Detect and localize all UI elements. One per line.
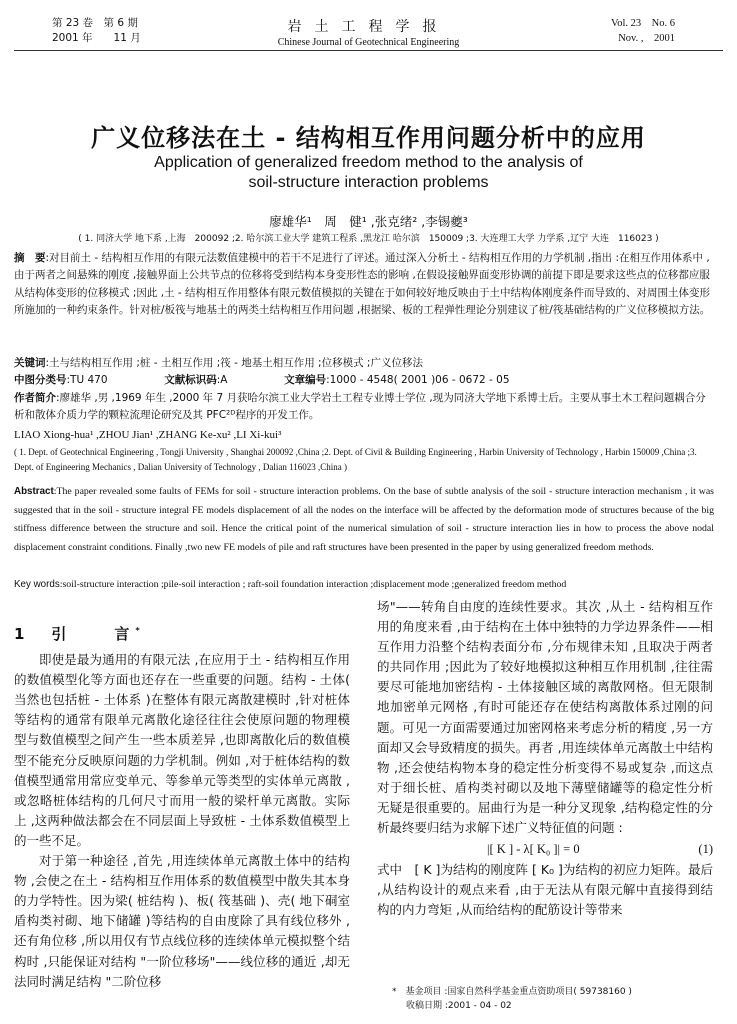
affiliations-en: ( 1. Dept. of Geotechnical Engineering , Tongji University , Shanghai 200092 ,China ;2. Dept. of Civil & Building Engineering , Harbin University of Technology , Harbin 150009 ,China ;3. Dept. of Engineering Mechanics , Dalian University of Technology , Dalian 116023 ,China ): [14, 447, 697, 472]
article-no-label: 文章编号: [284, 374, 327, 387]
classification-line: [14, 372, 714, 389]
authors-cn: 廖雄华¹ 周 健¹ ,张克绪² ,李锡夔³: [269, 214, 468, 229]
volume-cn: 第 23 卷 第 6 期: [52, 17, 138, 29]
paragraph: 对于第一种途径 ,首先 ,用连续体单元离散土体中的结构物 ,会使之在土 - 结构相互作用体系的数值模型中散失其本身的力学特性。因为梁( 桩结构 )、板( 筏基础 )、壳( 地下硐室盾构类衬砌、地下储罐 )等结构的自由度除了具有线位移外 ,还有角位移 ,所以用仅有节点线位移的连续体单元模拟整个结构时 ,只能保证对结构 "一阶位移场"——线位移的通近 ,却无法同时满足结构 "二阶位移: [14, 853, 350, 989]
equation-number: (1): [698, 842, 713, 857]
footnote: [392, 985, 632, 1013]
authors-en: LIAO Xiong-hua¹ ,ZHOU Jian¹ ,ZHANG Ke-xu² ,LI Xi-kui³: [14, 429, 282, 441]
header-right: [611, 16, 675, 46]
volume-en: Vol. 23 No. 6: [611, 18, 675, 29]
abstract-en: [14, 483, 714, 557]
keywords-cn-label: 关键词: [14, 357, 46, 369]
clc-label: 中图分类号: [14, 374, 67, 387]
paper-title-en: [0, 153, 737, 193]
paper-title-en-line1: Application of generalized freedom method to the analysis of: [154, 154, 583, 171]
header-rule: [14, 50, 723, 51]
footnote-received: 收稿日期 :2001 - 04 - 02: [406, 1001, 512, 1011]
keywords-en-label: Key words: [14, 579, 60, 590]
keywords-cn-text: :土与结构相互作用 ;桩 - 土相互作用 ;筏 - 地基土相互作用 ;位移模式 ;广义位移法: [45, 357, 423, 369]
abstract-cn: [14, 250, 714, 319]
section-mark: *: [135, 626, 140, 635]
keywords-en-text: :soil-structure interaction ;pile-soil interaction ; raft-soil foundation interaction ;displacement mode ;generalized freedom method: [59, 579, 567, 590]
abstract-en-text: :The paper revealed some faults of FEMs for soil - structure interaction problems. On the base of subtle analysis of the soil - structure interaction mechanism , it was suggested that in the soil - structure integral FE models displacement of all the nodes on the interface will be affected by the deformation mode of structures because of the big stiffness difference between the structure and soil. Hence the critical point of the numerical simulation of soil - structure interaction lies in how to process the above nodal displacement constraint conditions. Finally ,two new FE models of pile and raft structures have been presented in the paper by using generalized freedom methods.: [14, 486, 714, 553]
running-header: [0, 14, 737, 50]
body-column-left: [14, 597, 350, 992]
equation-text: |[ K ] - λ[ K₀ ]| = 0: [487, 842, 580, 857]
paragraph: 式中 [ K ]为结构的刚度阵 [ K₀ ]为结构的初应力矩阵。最后 ,从结构设计的观点来看 ,由于无法从有限元解中直接得到结构的内力弯矩 ,从而给结构的配筋设计等带来: [377, 862, 713, 918]
article-meta: [14, 355, 714, 424]
author-bio-text: :廖雄华 ,男 ,1969 年生 ,2000 年 7 月获哈尔滨工业大学岩土工程专业博士学位 ,现为同济大学地下系博士后。主要从事土木工程问题耦合分析和散体介质力学的颗粒流理论研究及其 PFC²ᴰ程序的开发工作。: [14, 391, 706, 421]
date-en: Nov. , 2001: [618, 33, 675, 44]
abstract-en-label: Abstract: [14, 486, 54, 497]
article-no-value: :1000 - 4548( 2001 )06 - 0672 - 05: [326, 374, 510, 387]
author-bio-label: 作者简介: [14, 391, 56, 404]
doc-code-value: :A: [216, 374, 228, 387]
footnote-fund: * 基金项目 :国家自然科学基金重点资助项目( 59738160 ): [392, 987, 632, 997]
journal-title-en: Chinese Journal of Geotechnical Engineering: [277, 37, 460, 48]
paper-title-cn: 广义位移法在土 - 结构相互作用问题分析中的应用: [91, 124, 646, 152]
affiliations-cn: ( 1. 同济大学 地下系 ,上海 200092 ;2. 哈尔滨工业大学 建筑工程系 ,黑龙江 哈尔滨 150009 ;3. 大连理工大学 力学系 ,辽宁 大连 116023 ): [78, 234, 659, 244]
paragraph: 场"——转角自由度的连续性要求。其次 ,从土 - 结构相互作用的角度来看 ,由于结构在土体中独特的力学边界条件——相互作用力沿整个结构表面分布 ,分布规律未知 ,且取决于两者的共同作用 ;因此为了较好地模拟这种相互作用机制 ,往往需要尽可能地加密结构 - 土体接触区域的离散网格。但无限制地加密单元网格 ,有时可能还存在使结构离散体系过刚的问题。可见一方面需要通过加密网格来考虑分析的精度 ,另一方面却又会导致精度的损失。再者 ,用连续体单元离散土中结构物 ,还会使结构物本身的稳定性分析变得不易或复杂 ,而这点对于细长桩、盾构类衬砌以及地下薄壁储罐等的稳定性分析无疑是很重要的。屈曲行为是一种分叉现象 ,结构稳定性的分析最终要归结为求解下述广义特征值的问题 :: [377, 599, 713, 836]
clc-value: :TU 470: [66, 374, 108, 387]
journal-title-cn: 岩土工程学报: [287, 19, 450, 35]
abstract-cn-text: :对目前土 - 结构相互作用的有限元法数值建模中的若干不足进行了评述。通过深入分析土 - 结构相互作用的力学机制 ,指出 :在相互作用体系中 ,由于两者之间悬殊的刚度 ,接触界面上公共节点的位移将受到结构本身变形性态的影响 ,在假设接触界面变形协调的前提下即是要求这些点的位移都应服从结构体变形的位移模式 ;因此 ,土 - 结构相互作用整体有限元数值模拟的关键在于如何较好地反映由于土中结构体刚度条件而导致的、对周围土体变形所施加的一种约束条件。针对桩/板筏与地基土的两类土结构相互作用问题 ,根据梁、板的工程弹性理论分别建议了桩/筏基础结构的广义位移模拟方法。: [14, 252, 711, 316]
paper-title-en-line2: soil-structure interaction problems: [248, 174, 489, 191]
paragraph: 即使是最为通用的有限元法 ,在应用于土 - 结构相互作用的数值模型化等方面也还存在一些重要的问题。结构 - 土体( 当然也包括桩 - 土体系 )在整体有限元离散建模时 ,针对桩体等结构的通常有限单元离散化途径往往会使原问题的物理模型与数值模型之间产生一些本质差异 ,也即离散化后的数值模型不能充分反映原问题的力学机制。例如 ,对于桩体结构的数值模型通常用常应变单元、等参单元等类型的实体单元离散 ,或忽略桩体结构的几何尺寸而用一般的梁杆单元离散。实际上 ,这两种做法都会在不同层面上导致桩 - 土体系数值模型上的一些不足。: [14, 652, 350, 848]
keywords-en: [14, 576, 714, 593]
doc-code-label: 文献标识码: [164, 374, 217, 387]
section-heading: [14, 621, 350, 644]
equation-1: [377, 839, 713, 859]
abstract-cn-label: 摘 要: [14, 252, 46, 264]
date-cn: 2001 年 11 月: [52, 32, 141, 44]
section-title: 1 引 言: [14, 625, 136, 643]
body-column-right: [377, 597, 713, 921]
